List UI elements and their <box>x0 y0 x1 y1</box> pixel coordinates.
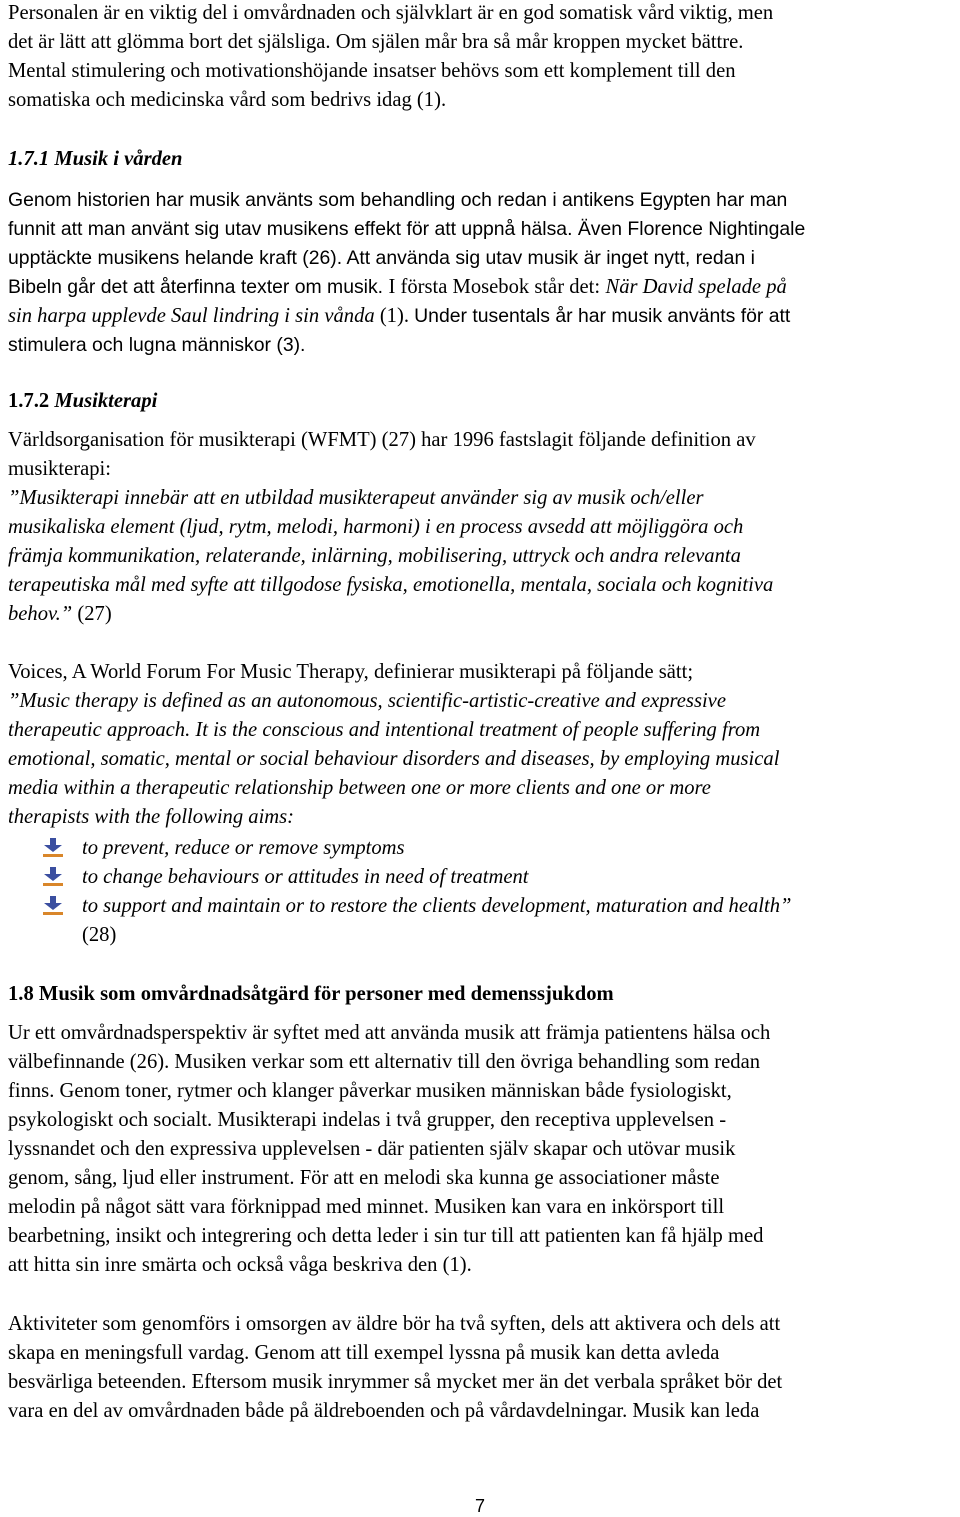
list-item: to support and maintain or to restore the clients development, maturation and health” <box>82 895 792 917</box>
intro-line: Mental stimulering och motivationshöjande insatser behövs som ett komplement till den <box>8 60 736 82</box>
section-1-7-1-line-part: (1). <box>379 305 409 327</box>
bible-quote-italic: När David spelade på <box>605 276 787 298</box>
paragraph-line: Aktiviteter som genomförs i omsorgen av äldre bör ha två syften, dels att aktivera och dels att <box>8 1313 781 1335</box>
section-1-7-1-line-part: I första Mosebok står det: <box>388 276 601 298</box>
page-number: 7 <box>474 1496 485 1516</box>
bible-quote-italic: sin harpa upplevde Saul lindring i sin vånda <box>8 305 375 327</box>
paragraph-line: Ur ett omvårdnadsperspektiv är syftet med att använda musik att främja patientens hälsa och <box>8 1022 771 1044</box>
paragraph-line: psykologiskt och socialt. Musikterapi indelas i två grupper, den receptiva upplevelsen - <box>8 1109 727 1131</box>
paragraph-line: besvärliga beteenden. Eftersom musik inrymmer så mycket mer än det verbala språket bör det <box>8 1371 783 1393</box>
paragraph-line: finns. Genom toner, rytmer och klanger påverkar musiken människan både fysiologiskt, <box>8 1080 732 1102</box>
paragraph-line: melodin på något sätt vara förknippad med minnet. Musiken kan vara en inkörsport till <box>8 1196 725 1218</box>
paragraph-line: att hitta sin inre smärta och också våga beskriva den (1). <box>8 1254 472 1276</box>
section-1-7-1-line-part: Under tusentals år har musik använts för att <box>414 305 791 327</box>
wfmt-quote-line: terapeutiska mål med syfte att tillgodose fysiska, emotionella, mentala, sociala och kognitiva <box>8 574 774 596</box>
paragraph-line: lyssnandet och den expressiva upplevelsen - där patienten själv skapar och utövar musik <box>8 1138 736 1160</box>
section-1-7-1-line <box>8 274 787 300</box>
wfmt-quote-line: främja kommunikation, relaterande, inlärning, mobilisering, uttryck och andra relevanta <box>8 545 741 567</box>
intro-line: det är lätt att glömma bort det själsliga. Om själen mår bra så mår kroppen mycket bättre. <box>8 31 744 53</box>
wfmt-quote-line <box>8 601 112 627</box>
wfmt-quote-line: ”Musikterapi innebär att en utbildad musikterapeut använder sig av musik och/eller <box>8 487 704 509</box>
section-1-7-1-line: funnit att man använt sig utav musikens effekt för att uppnå hälsa. Även Florence Nightingale <box>8 218 806 240</box>
section-heading-number: 1.7.2 <box>8 390 50 412</box>
section-heading-1-7-1: 1.7.1 Musik i vården <box>8 148 183 170</box>
list-item: to change behaviours or attitudes in need of treatment <box>82 866 529 888</box>
intro-line: Personalen är en viktig del i omvårdnaden och självklart är en god somatisk vård viktig, men <box>8 2 774 24</box>
section-1-7-1-line: stimulera och lugna människor (3). <box>8 334 306 356</box>
list-item: to prevent, reduce or remove symptoms <box>82 837 405 859</box>
paragraph-line: vara en del av omvårdnaden både på äldreboenden och på vårdavdelningar. Musik kan leda <box>8 1400 760 1422</box>
paragraph-line: genom, sång, ljud eller instrument. För att en melodi ska kunna ge associationer måste <box>8 1167 720 1189</box>
section-1-7-1-line: Genom historien har musik använts som behandling och redan i antikens Egypten har man <box>8 189 788 211</box>
voices-intro-line: Voices, A World Forum For Music Therapy, definierar musikterapi på följande sätt; <box>8 661 694 683</box>
paragraph-line: välbefinnande (26). Musiken verkar som ett alternativ till den övriga behandling som redan <box>8 1051 761 1073</box>
voices-quote-line: emotional, somatic, mental or social behaviour disorders and diseases, by employing musical <box>8 748 780 770</box>
wfmt-quote-line: musikaliska element (ljud, rytm, melodi, harmoni) i en process avsedd att möjliggöra och <box>8 516 744 538</box>
citation: (28) <box>82 924 117 946</box>
bullet-arrow-icon <box>40 838 66 858</box>
bullet-arrow-icon <box>40 867 66 887</box>
bullet-arrow-icon <box>40 896 66 916</box>
paragraph-line: bearbetning, insikt och integrering och detta leder i sin tur till att patienten kan få hjälp med <box>8 1225 764 1247</box>
section-heading-1-8: 1.8 Musik som omvårdnadsåtgärd för personer med demenssjukdom <box>8 983 614 1005</box>
voices-quote-line: therapeutic approach. It is the conscious and intentional treatment of people suffering from <box>8 719 761 741</box>
section-1-7-2-line: Världsorganisation för musikterapi (WFMT) (27) har 1996 fastslagit följande definition av <box>8 429 756 451</box>
voices-quote-line: therapists with the following aims: <box>8 806 295 828</box>
voices-quote-line: ”Music therapy is defined as an autonomous, scientific-artistic-creative and expressive <box>8 690 726 712</box>
wfmt-quote-end: behov.” <box>8 603 73 625</box>
section-heading-1-7-2 <box>8 388 157 414</box>
section-1-7-2-line: musikterapi: <box>8 458 111 480</box>
section-1-7-1-line <box>8 245 755 271</box>
citation: (27) <box>77 603 112 625</box>
section-1-7-1-line-part: Bibeln går det att återfinna texter om musik. <box>8 276 384 298</box>
section-1-7-1-line <box>8 303 790 329</box>
intro-line: somatiska och medicinska vård som bedrivs idag (1). <box>8 89 447 111</box>
section-1-7-1-line-part: upptäckte musikens helande kraft (26). Att använda sig utav musik är inget nytt, redan i <box>8 247 755 269</box>
paragraph-line: skapa en meningsfull vardag. Genom att till exempel lyssna på musik kan detta avleda <box>8 1342 720 1364</box>
section-heading-text: Musikterapi <box>54 390 158 412</box>
voices-quote-line: media within a therapeutic relationship between one or more clients and one or more <box>8 777 711 799</box>
